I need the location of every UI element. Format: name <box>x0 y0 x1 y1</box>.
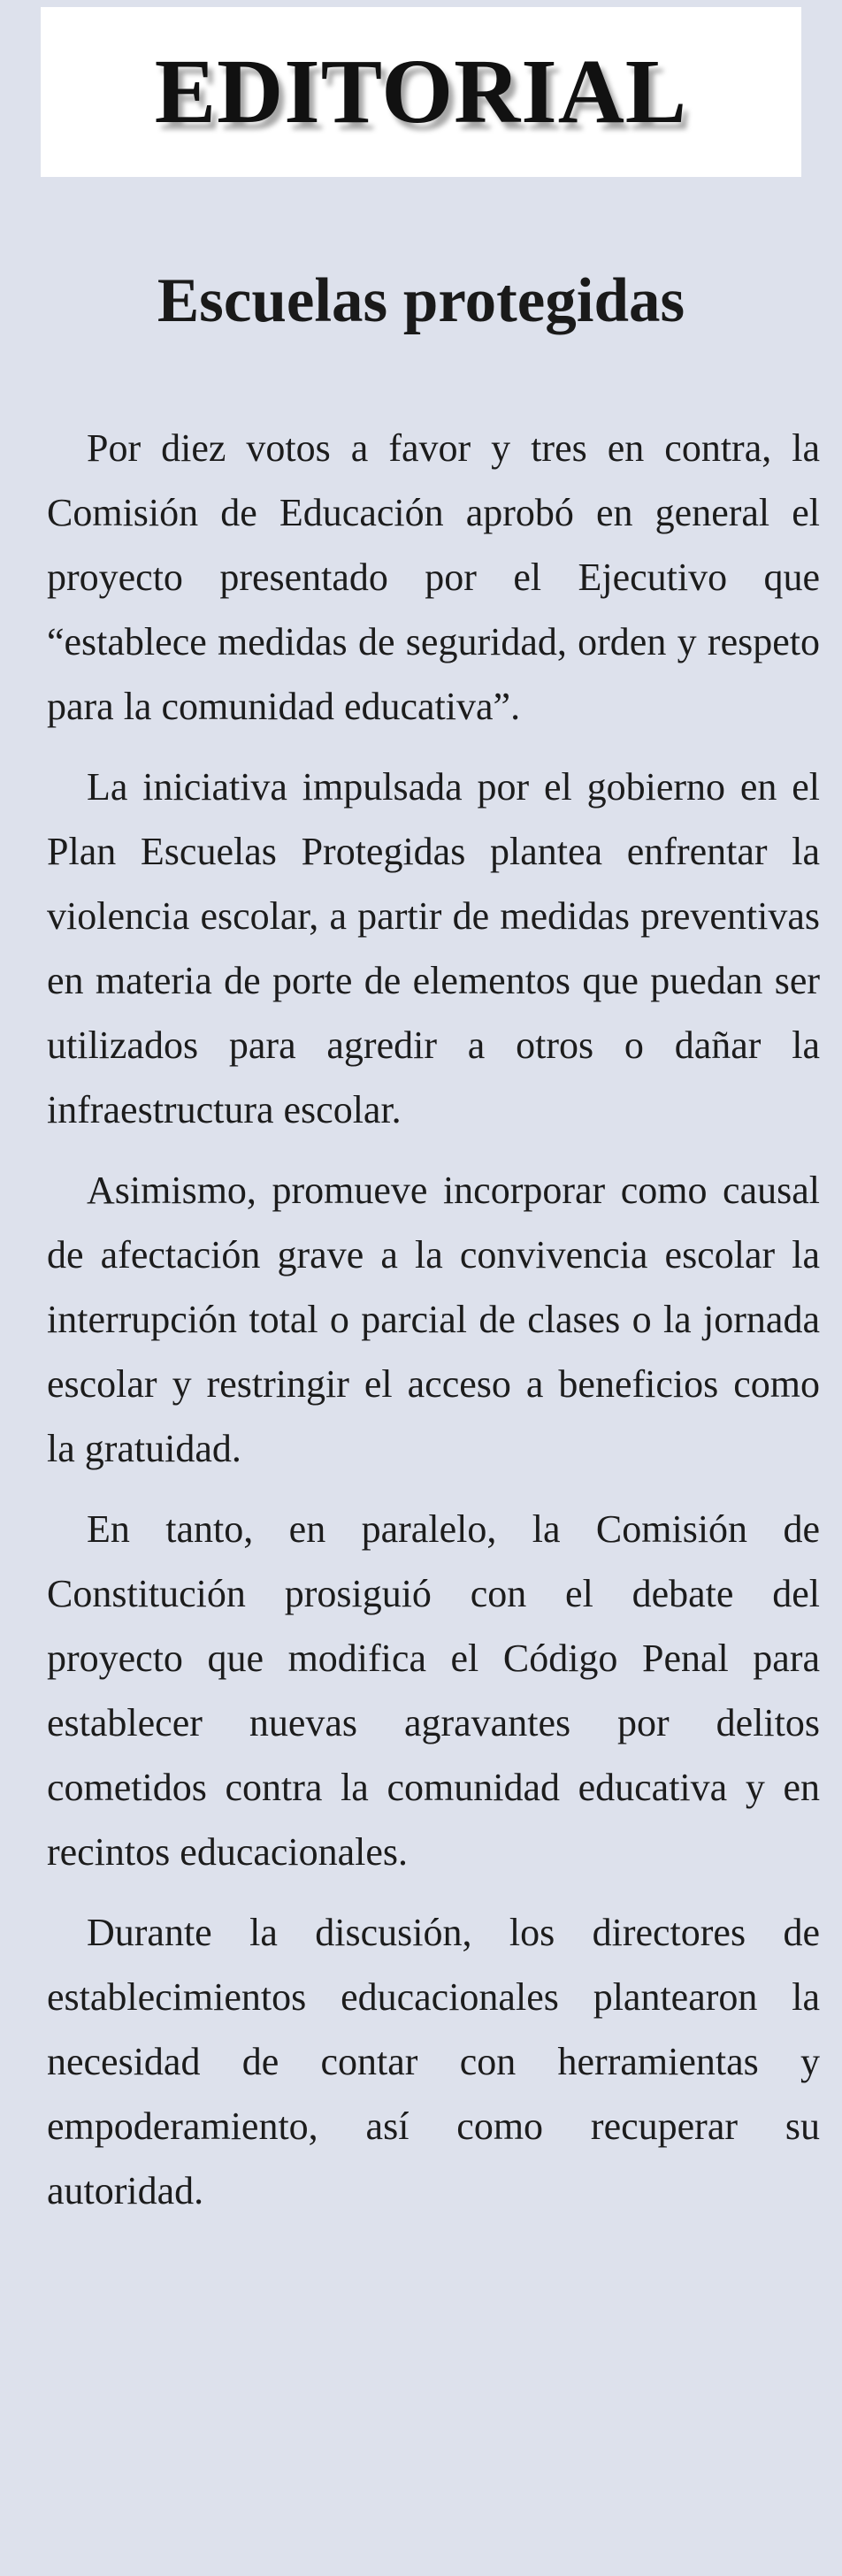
article-paragraph: En tanto, en paralelo, la Comisión de Constitución prosiguió con el debate del proyecto que modifica el Código Penal para establecer nuevas agravantes por delitos cometidos contra la comunidad educativa y en recintos educacionales. <box>47 1507 820 1874</box>
article-title: Escuelas protegidas <box>157 266 685 335</box>
article-paragraph: Asimismo, promueve incorporar como causal de afectación grave a la convivencia escolar la interrupción total o parcial de clases o la jornada escolar y restringir el acceso a beneficios como la gratuidad. <box>47 1169 820 1470</box>
article-body <box>47 416 820 2239</box>
section-title: EDITORIAL <box>154 41 688 142</box>
section-header <box>41 7 801 177</box>
article-paragraph: La iniciativa impulsada por el gobierno en el Plan Escuelas Protegidas plantea enfrentar la violencia escolar, a partir de medidas preventivas en materia de porte de elementos que puedan ser utilizados para agredir a otros o dañar la infraestructura escolar. <box>47 765 820 1131</box>
article-paragraph: Por diez votos a favor y tres en contra, la Comisión de Educación aprobó en general el proyecto presentado por el Ejecutivo que “establece medidas de seguridad, orden y respeto para la comunidad educativa”. <box>47 426 820 728</box>
article-paragraph: Durante la discusión, los directores de establecimientos educacionales plantearon la necesidad de contar con herramientas y empoderamiento, así como recuperar su autoridad. <box>47 1911 820 2212</box>
